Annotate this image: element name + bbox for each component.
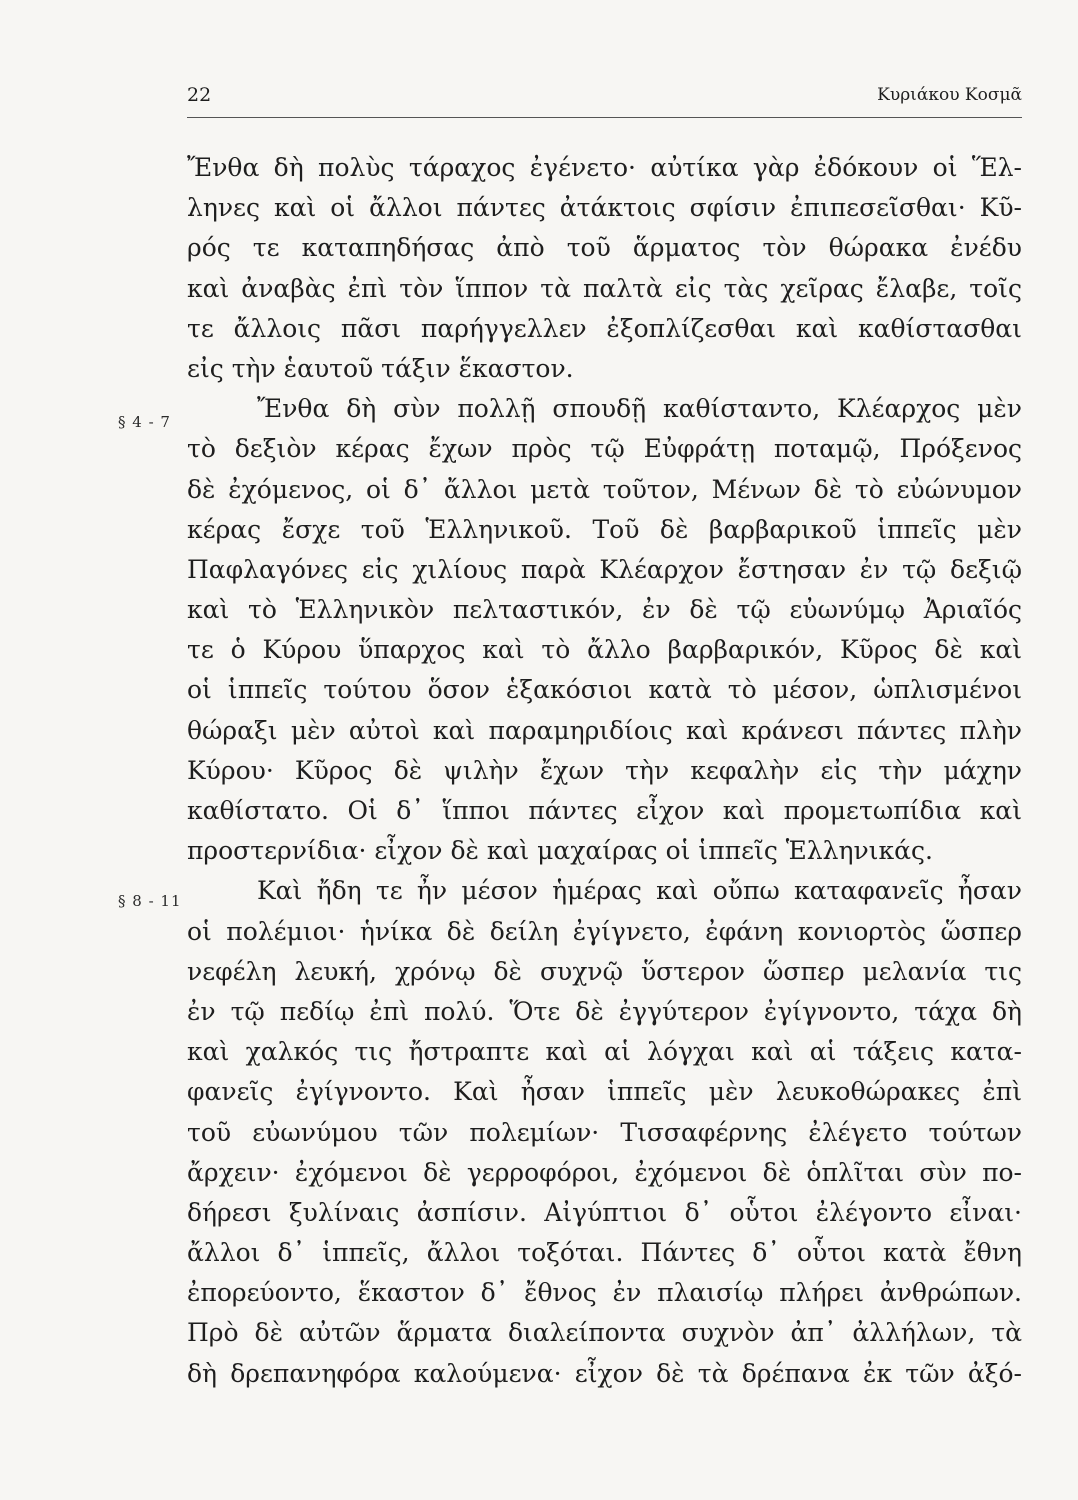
header-rule	[187, 117, 1022, 118]
text-line: δὲ ἐχόμενος, οἱ δ᾽ ἄλλοι μετὰ τοῦτον, Μένων δὲ τὸ εὐώνυμον	[187, 474, 1022, 504]
text-line: ρός τε καταπηδήσας ἀπὸ τοῦ ἅρματος τὸν θώρακα ἐνέδυ	[187, 233, 1022, 263]
text-line: καθίστατο. Οἱ δ᾽ ἵπποι πάντες εἶχον καὶ προμετωπίδια καὶ	[187, 796, 1022, 825]
text-line: ἄρχειν· ἐχόμενοι δὲ γερροφόροι, ἐχόμενοι δὲ ὁπλῖται σὺν πο-	[187, 1157, 1022, 1187]
text-line: Πρὸ δὲ αὐτῶν ἅρματα διαλείποντα συχνὸν ἀπ᾽ ἀλλήλων, τὰ	[187, 1318, 1022, 1348]
text-line: φανεῖς ἐγίγνοντο. Καὶ ἦσαν ἱππεῖς μὲν λευκοθώρακες ἐπὶ	[187, 1077, 1022, 1107]
text-line: δὴ δρεπανηφόρα καλούμενα· εἶχον δὲ τὰ δρέπανα ἐκ τῶν ἀξό-	[187, 1358, 1022, 1388]
text-line: νεφέλη λευκή, χρόνῳ δὲ συχνῷ ὕστερον ὥσπερ μελανία τις	[187, 956, 1022, 986]
text-line: ἐπορεύοντο, ἕκαστον δ᾽ ἔθνος ἐν πλαισίῳ πλήρει ἀνθρώπων.	[187, 1278, 1022, 1308]
text-line: ἐν τῷ πεδίῳ ἐπὶ πολύ. Ὅτε δὲ ἐγγύτερον ἐγίγνοντο, τάχα δὴ	[187, 996, 1022, 1026]
text-line: κέρας ἔσχε τοῦ Ἑλληνικοῦ. Τοῦ δὲ βαρβαρικοῦ ἱππεῖς μὲν	[187, 514, 1022, 544]
author-running-title: Κυριάκου Κοσμᾶ	[877, 85, 1022, 105]
text-line: Παφλαγόνες εἰς χιλίους παρὰ Κλέαρχον ἔστησαν ἐν τῷ δεξιῷ	[187, 554, 1022, 584]
page-number: 22	[187, 84, 212, 106]
text-line: τε ἄλλοις πᾶσι παρήγγελλεν ἐξοπλίζεσθαι καὶ καθίστασθαι	[187, 313, 1022, 343]
text-line: Καὶ ἤδη τε ἦν μέσον ἡμέρας καὶ οὔπω καταφανεῖς ἦσαν	[257, 876, 1022, 906]
text-line: καὶ ἀναβὰς ἐπὶ τὸν ἵππον τὰ παλτὰ εἰς τὰς χεῖρας ἔλαβε, τοῖς	[187, 273, 1022, 303]
text-line: καὶ τὸ Ἑλληνικὸν πελταστικόν, ἐν δὲ τῷ εὐωνύμῳ Ἀριαῖός	[187, 595, 1022, 625]
text-line: δήρεσι ξυλίναις ἀσπίσιν. Αἰγύπτιοι δ᾽ οὗτοι ἐλέγοντο εἶναι·	[187, 1197, 1022, 1227]
text-line: τοῦ εὐωνύμου τῶν πολεμίων· Τισσαφέρνης ἐλέγετο τούτων	[187, 1117, 1022, 1147]
margin-section-ref: § 8 - 11	[118, 892, 182, 910]
margin-section-ref: § 4 - 7	[118, 413, 171, 431]
text-line: Κύρου· Κῦρος δὲ ψιλὴν ἔχων τὴν κεφαλὴν εἰς τὴν μάχην	[187, 755, 1022, 785]
text-line: Ἔνθα δὴ πολὺς τάραχος ἐγένετο· αὐτίκα γὰρ ἐδόκουν οἱ Ἕλ-	[187, 153, 1022, 182]
text-line: θώραξι μὲν αὐτοὶ καὶ παραμηριδίοις καὶ κράνεσι πάντες πλὴν	[187, 715, 1022, 745]
text-line: καὶ χαλκός τις ἤστραπτε καὶ αἱ λόγχαι καὶ αἱ τάξεις κατα-	[187, 1037, 1022, 1067]
text-line: οἱ πολέμιοι· ἡνίκα δὲ δείλη ἐγίγνετο, ἐφάνη κονιορτὸς ὥσπερ	[187, 916, 1022, 946]
running-head	[187, 80, 1022, 110]
text-line: Ἔνθα δὴ σὺν πολλῇ σπουδῇ καθίσταντο, Κλέαρχος μὲν	[257, 394, 1022, 424]
text-line: ληνες καὶ οἱ ἄλλοι πάντες ἀτάκτοις σφίσιν ἐπιπεσεῖσθαι· Κῦ-	[187, 193, 1022, 223]
text-line: ἄλλοι δ᾽ ἱππεῖς, ἄλλοι τοξόται. Πάντες δ᾽ οὗτοι κατὰ ἔθνη	[187, 1238, 1022, 1268]
text-line: τε ὁ Κύρου ὕπαρχος καὶ τὸ ἄλλο βαρβαρικόν, Κῦρος δὲ καὶ	[187, 635, 1022, 665]
text-line: εἰς τὴν ἑαυτοῦ τάξιν ἕκαστον.	[187, 353, 574, 383]
text-line: τὸ δεξιὸν κέρας ἔχων πρὸς τῷ Εὐφράτῃ ποταμῷ, Πρόξενος	[187, 434, 1022, 464]
text-line: οἱ ἱππεῖς τούτου ὅσον ἑξακόσιοι κατὰ τὸ μέσον, ὡπλισμένοι	[187, 675, 1022, 705]
body-text	[187, 148, 1022, 1394]
text-line: προστερνίδια· εἶχον δὲ καὶ μαχαίρας οἱ ἱππεῖς Ἑλληνικάς.	[187, 836, 933, 866]
